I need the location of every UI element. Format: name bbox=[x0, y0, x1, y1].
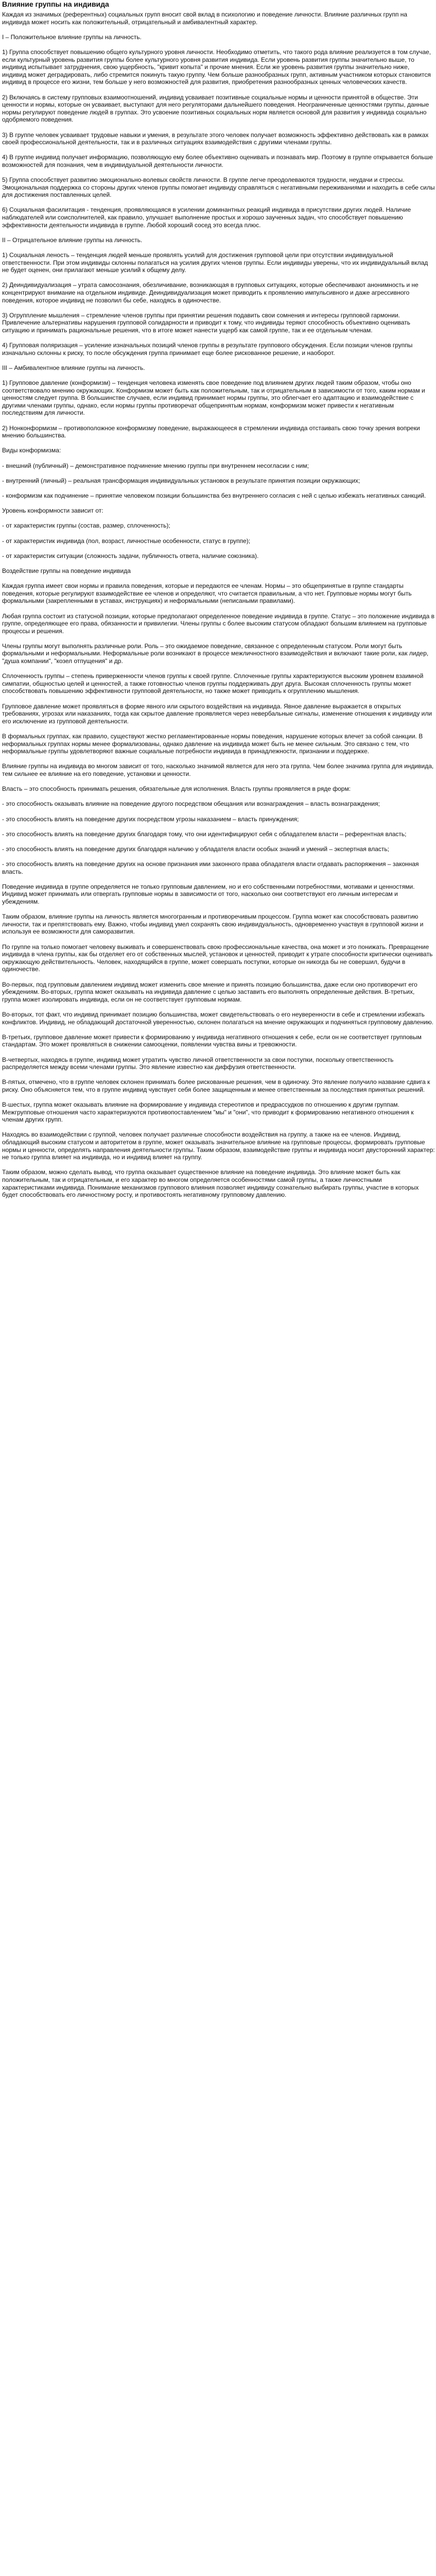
paragraph: Поведение индивида в группе определяется не только групповым давлением, но и его собственными потребностями, мотивами и ценностями. Индивид может принимать или отвергать групповые нормы в зависимости от того, насколько они соответствуют его личным интересам и убеждениям. bbox=[2, 883, 415, 906]
paragraph: - это способность влиять на поведение других благодаря тому, что они идентифицируют себя с обладателем власти – референтная власть; bbox=[2, 830, 407, 838]
paragraph: 4) Групповая поляризация – усиление изначальных позиций членов группы в результате группового обсуждения. Если позиции членов группы изначально склонны к риску, то после обсуждения группа принимает еще более рискованное решение, и наоборот. bbox=[2, 342, 413, 357]
paragraph: - это способность влиять на поведение других благодаря наличию у обладателя власти особых знаний и умений – экспертная власть; bbox=[2, 845, 389, 853]
paragraph: Находясь во взаимодействии с группой, человек получает различные способности воздействия на группу, а также на ее членов. Индивид, обладающий высоким статусом и авторитетом в группе, может оказывать значительное влияние на групповые процессы, формировать групповые нормы и ценности, определять направления деятельности группы. Таким образом, взаимодействие группы и индивида носит двусторонний характер: не только группа влияет на индивида, но и индивид влияет на группу. bbox=[2, 1131, 435, 1161]
paragraph: Уровень конформности зависит от: bbox=[2, 507, 103, 515]
paragraph: По группе на только помогает человеку выживать и совершенствовать свою профессиональные качества, она может и это понижать. Превращение индивида в члена группы, как бы отделяет его от собственных мыслей, установок и ценностей, приводит к утрате способности критически оценивать окружающую действительность. Человек, находящийся в группе, может совершать поступки, которые он никогда бы не совершил, будучи в одиночестве. bbox=[2, 943, 433, 973]
paragraph: Влияние группы на индивида во многом зависит от того, насколько значимой является для него эта группа. Чем более значима группа для индивида, тем сильнее ее влияние на его поведение, установки и ценности. bbox=[2, 762, 434, 777]
paragraph: Виды конформизма: bbox=[2, 447, 61, 454]
paragraph: В-четвертых, находясь в группе, индивид может утратить чувство личной ответственности за свои поступки, поскольку ответственность распределяется между всеми членами группы. Это явление известно как диффузия ответственности. bbox=[2, 1056, 394, 1071]
paragraph: - от характеристик индивида (пол, возраст, личностные особенности, статус в группе); bbox=[2, 537, 251, 545]
document-body bbox=[2, 11, 435, 1199]
paragraph: Члены группы могут выполнять различные роли. Роль – это ожидаемое поведение, связанное с определенным статусом. Роли могут быть формальными и неформальными. Неформальные роли возникают в процессе межличностного взаимодействия и включают такие роли, как лидер, "душа компании", "козел отпущения" и др. bbox=[2, 642, 429, 665]
paragraph: 6) Социальная фасилитация - тенденция, проявляющаяся в усилении доминантных реакций индивида в присутствии других людей. Наличие наблюдателей или соисполнителей, как правило, улучшает выполнение простых и хорошо заученных задач, что способствует повышению эффективности деятельности индивида в группе. Любой хороший сосед это всегда плюс. bbox=[2, 206, 411, 229]
paragraph: 2) Включаясь в систему групповых взаимоотношений, индивид усваивает позитивные социальные нормы и ценности принятой в обществе. Эти ценности и нормы, которые он усваивает, выступают для него регуляторами дальнейшего поведения. Неограниченные ценностями группы, данные нормы регулируют поведение людей в группах. Это усвоение позитивных социальных норм является основой для развития у индивида социально одобряемого поведения. bbox=[2, 93, 429, 124]
paragraph: - это способность влиять на поведение других посредством угрозы наказанием – власть принуждения; bbox=[2, 815, 299, 823]
paragraph: В формальных группах, как правило, существуют жестко регламентированные нормы поведения, нарушение которых влечет за собой санкции. В неформальных группах нормы менее формализованы, однако давление на индивида может быть не менее сильным. Это связано с тем, что неформальные группы удовлетворяют важные социальные потребности индивида в принадлежности, признании и поддержке. bbox=[2, 733, 423, 755]
paragraph: 4) В группе индивид получает информацию, позволяющую ему более объективно оценивать и познавать мир. Поэтому в группе открывается больше возможностей для познания, чем в индивидуальной деятельности личности. bbox=[2, 154, 433, 168]
paragraph: II – Отрицательное влияние группы на личность. bbox=[2, 236, 143, 244]
paragraph: 2) Деиндивидуализация – утрата самосознания, обезличивание, возникающая в групповых ситуациях, которые обеспечивают анонимность и не концентрируют внимание на отдельном индивиде. Деиндивидуализация может приводить к проявлению импульсивного и даже агрессивного поведения, которое индивид не позволил бы себе, находясь в одиночестве. bbox=[2, 281, 418, 304]
paragraph: 1) Социальная леность – тенденция людей меньше проявлять усилий для достижения групповой цели при отсутствии индивидуальной ответственности. При этом индивиды склонны полагаться на усилия других членов группы. Если индивиды уверены, что их индивидуальный вклад не будет оценен, они прилагают меньше усилий к общему делу. bbox=[2, 251, 428, 274]
paragraph: Таким образом, можно сделать вывод, что группа оказывает существенное влияние на поведение индивида. Это влияние может быть как положительным, так и отрицательным, и его характер во многом определяется особенностями самой группы, а также личностными характеристиками индивида. Понимание механизмов группового влияния позволяет индивиду сознательно выбирать группы, участие в которых будет способствовать его личностному росту, и противостоять негативному групповому давлению. bbox=[2, 1168, 419, 1199]
paragraph: Таким образом, влияние группы на личность является многогранным и противоречивым процессом. Группа может как способствовать развитию личности, так и препятствовать ему. Важно, чтобы индивид умел сохранять свою индивидуальность, одновременно участвуя в групповой жизни и используя ее возможности для саморазвития. bbox=[2, 913, 424, 936]
paragraph: Во-вторых, тот факт, что индивид принимает позицию большинства, может свидетельствовать о его неуверенности в себе и стремлении избежать конфликтов. Индивид, не обладающий достаточной уверенностью, склонен полагаться на мнение окружающих и подчиняться групповому давлению. bbox=[2, 1010, 434, 1026]
paragraph: 1) Группа способствует повышению общего культурного уровня личности. Необходимо отметить, что такого рода влияние реализуется в том случае, если культурный уровень развития группы более культурного уровня развития индивида. Если уровень развития группы значительно выше, то индивид испытывает затруднения, свою ущербность, "кривит копыта" и прочие мнения. Если же уровень развития группы значительно ниже, индивид может деградировать, либо стремится покинуть такую группу. Чем больше разнообразных групп, активным участником которых становится индивид в процессе его жизни, тем больше у него возможностей для развития, приобретения разнообразных ценных человеческих качеств. bbox=[2, 48, 431, 86]
paragraph: 1) Групповое давление (конформизм) – тенденция человека изменять свое поведение под влиянием других людей таким образом, чтобы оно соответствовало мнению окружающих. Конформизм может быть как положительным, так и отрицательным в зависимости от того, каким нормам и ценностям следует группа. В большинстве случаев, если индивид принимает нормы группы, это облегчает его адаптацию и взаимодействие с другими членами группы, однако, если нормы группы противоречат общепринятым нормам, конформизм может привести к негативным последствиям для личности. bbox=[2, 379, 425, 417]
paragraph: III – Амбивалентное влияние группы на личность. bbox=[2, 364, 145, 371]
document-title: Влияние группы на индивида bbox=[2, 0, 109, 8]
paragraph: Власть – это способность принимать решения, обязательные для исполнения. Власть группы проявляется в ряде форм: bbox=[2, 785, 351, 793]
paragraph: 2) Нонконформизм – противоположное конформизму поведение, выражающееся в стремлении индивида отстаивать свою точку зрения вопреки мнению большинства. bbox=[2, 424, 420, 439]
paragraph: - это способность влиять на поведение других на основе признания ими законного права обладателя власти отдавать распоряжения – законная власть. bbox=[2, 860, 419, 875]
paragraph: - внутренний (личный) – реальная трансформация индивидуальных установок в результате принятия позиции окружающих; bbox=[2, 477, 360, 484]
paragraph: Групповое давление может проявляться в форме явного или скрытого воздействия на индивида. Явное давление выражается в открытых требованиях, угрозах или наказаниях, тогда как скрытое давление проявляется через невербальные сигналы, изменение отношения к индивиду или его исключение из групповой деятельности. bbox=[2, 702, 432, 725]
paragraph: - от характеристик ситуации (сложность задачи, публичность ответа, наличие союзника). bbox=[2, 552, 259, 560]
paragraph: - внешний (публичный) – демонстративное подчинение мнению группы при внутреннем несогласии с ним; bbox=[2, 462, 309, 469]
paragraph: Каждая группа имеет свои нормы и правила поведения, которые и передаются ее членам. Нормы – это общепринятые в группе стандарты поведения, которые регулируют взаимодействие ее членов и определяют, что считается правильным, а что нет. Групповые нормы могут быть формальными (закрепленными в уставах, инструкциях) и неформальными (неписаными правилами). bbox=[2, 582, 412, 605]
paragraph: - это способность оказывать влияние на поведение другого посредством обещания или вознаграждения – власть вознаграждения; bbox=[2, 800, 380, 808]
paragraph: В-пятых, отмечено, что в группе человек склонен принимать более рискованные решения, чем в одиночку. Это явление получило название сдвига к риску. Оно объясняется тем, что в группе индивид чувствует себя более защищенным и менее ответственным за последствия принятых решений. bbox=[2, 1078, 430, 1093]
paragraph: - конформизм как подчинение – принятие человеком позиции большинства без внутреннего согласия с ней с целью избежать негативных санкций. bbox=[2, 492, 426, 499]
paragraph: 3) Огруппление мышления – стремление членов группы при принятии решения подавить свои сомнения и интересы групповой гармонии. Привлечение альтернативы нарушения групповой солидарности и приводит к тому, что индивиды теряют способность объективно оценивать ситуацию и принимать рациональные решения, что в итоге может нанести ущерб как самой группе, так и ее отдельным членам. bbox=[2, 311, 411, 334]
paragraph: Любая группа состоит из статусной позиции, которые предполагают определенное поведение индивида в группе. Статус – это положение индивида в группе, определяющее его права, обязанности и привилегии. Члены группы с более высоким статусом обладают большим влиянием на групповые процессы и решения. bbox=[2, 612, 434, 635]
paragraph: Воздействие группы на поведение индивида bbox=[2, 567, 131, 574]
paragraph: В-шестых, группа может оказывать влияние на формирование у индивида стереотипов и предрассудков по отношению к другим группам. Межгрупповые отношения часто характеризуются противопоставлением "мы" и "они", что приводит к формированию негативного отношения к членам других групп. bbox=[2, 1101, 414, 1124]
paragraph: Каждая из значимых (референтных) социальных групп вносит свой вклад в психологию и поведение личности. Влияние различных групп на индивида может носить как положительный, отрицательный и амбивалентный характер. bbox=[2, 11, 408, 26]
paragraph: Во-первых, под групповым давлением индивид может изменить свое мнение и принять позицию большинства, даже если оно противоречит его убеждениям. Во-вторых, группа может оказывать на индивида давление с целью заставить его выполнять определенные действия. В-третьих, группа может изолировать индивида, если он не соответствует групповым нормам. bbox=[2, 980, 417, 1003]
paragraph: 5) Группа способствует развитию эмоционально-волевых свойств личности. В группе легче преодолеваются трудности, неудачи и стрессы. Эмоциональная поддержка со стороны других членов группы помогает индивиду справляться с негативными переживаниями и находить в себе силы для достижения поставленных целей. bbox=[2, 176, 435, 199]
paragraph: Сплоченность группы – степень приверженности членов группы к своей группе. Сплоченные группы характеризуются высоким уровнем взаимной симпатии, общностью целей и ценностей, а также готовностью членов группы поддерживать друг друга. Высокая сплоченность группы может способствовать повышению эффективности групповой деятельности, но также может приводить к огрупплению мышления. bbox=[2, 672, 424, 695]
paragraph: I – Положительное влияние группы на личность. bbox=[2, 33, 142, 41]
paragraph: 3) В группе человек усваивает трудовые навыки и умения, в результате этого человек получает возможность эффективно действовать как в рамках своей профессиональной деятельности, так и в различных ситуациях взаимодействия с другими членами группы. bbox=[2, 131, 429, 146]
paragraph: - от характеристик группы (состав, размер, сплоченность); bbox=[2, 522, 170, 530]
paragraph: В-третьих, групповое давление может привести к формированию у индивида негативного отношения к себе, если он не соответствует групповым стандартам. Это может проявляться в снижении самооценки, появлении чувства вины и тревожности. bbox=[2, 1033, 422, 1048]
document bbox=[0, 0, 436, 1211]
